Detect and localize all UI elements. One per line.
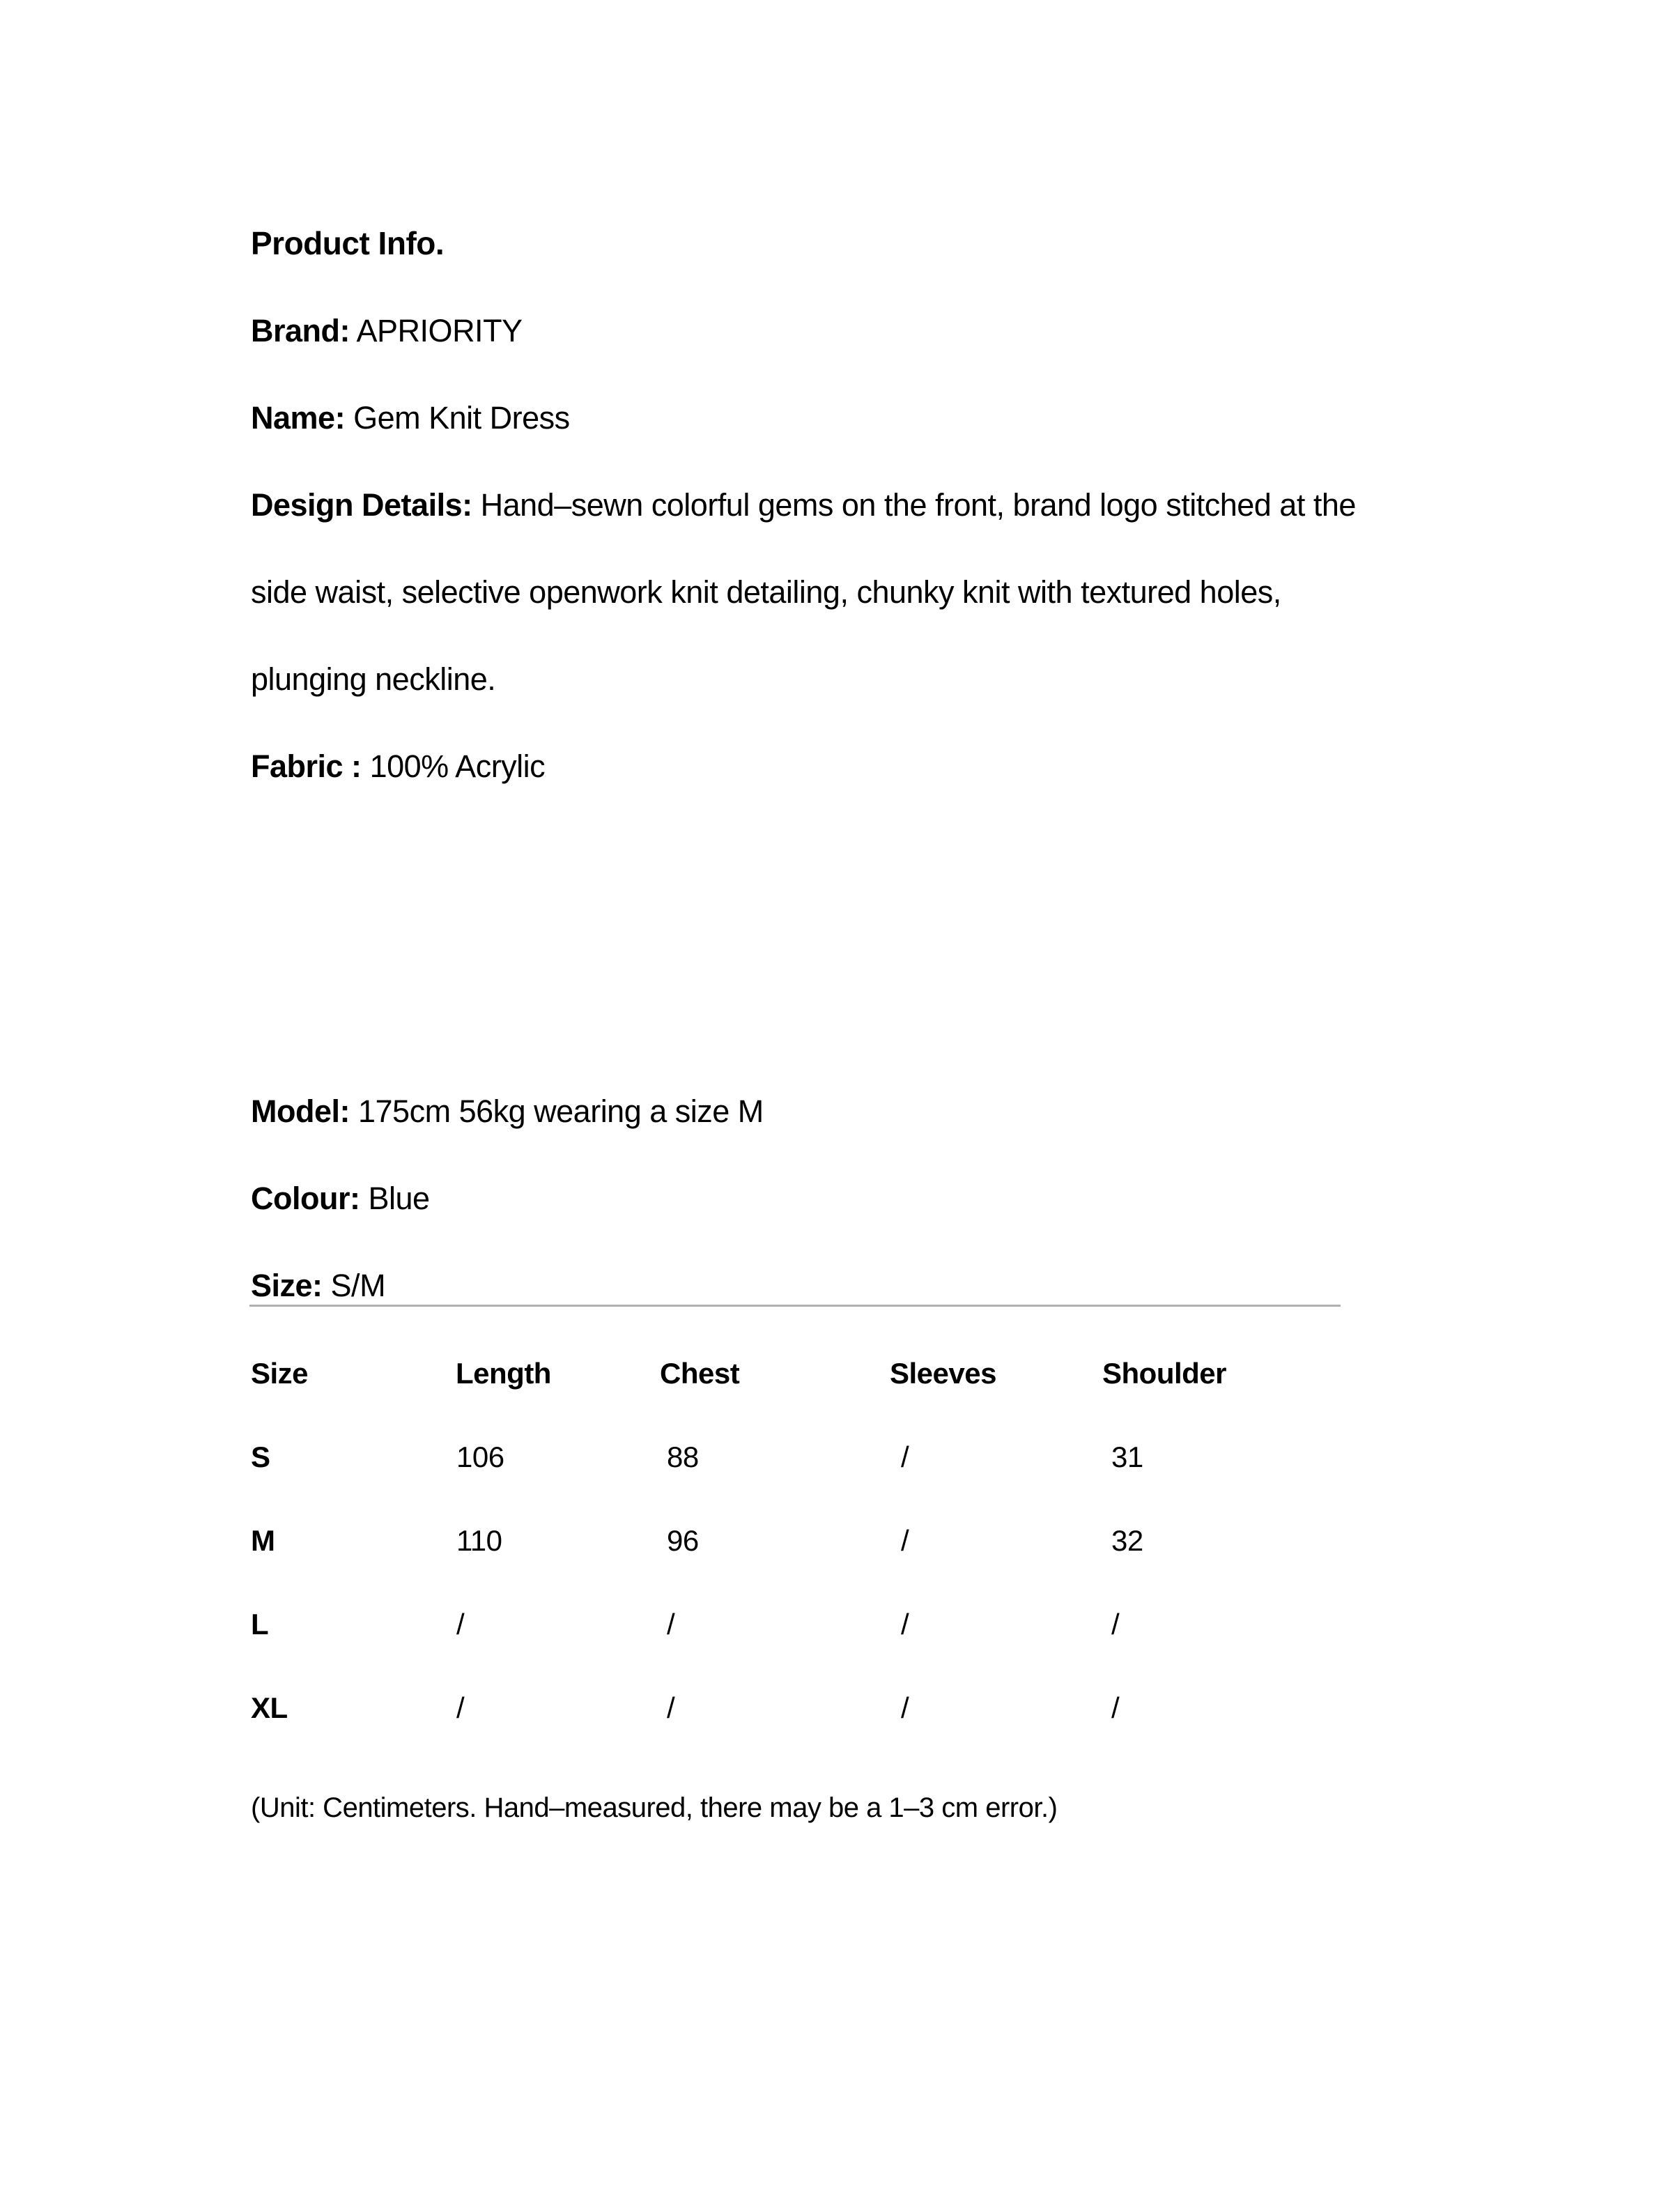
model-row [251,1093,764,1129]
fabric-row [251,748,546,784]
table-header-length: Length [456,1357,551,1390]
row-m-sleeves: / [901,1524,909,1557]
table-row-l [251,1610,1407,1652]
row-xl-sleeves: / [901,1691,909,1724]
name-row [251,400,570,436]
table-row-xl [251,1693,1407,1735]
model-label: Model: [251,1093,350,1129]
model-value: 175cm 56kg wearing a size M [358,1093,764,1129]
size-label: Size: [251,1268,323,1303]
design-details-text-1: Hand–sewn colorful gems on the front, brand logo stitched at the [480,487,1356,523]
colour-value: Blue [368,1181,430,1216]
brand-label: Brand: [251,313,350,348]
page-title: Product Info. [251,225,445,261]
design-details-line-2 [251,576,1281,608]
table-header-size: Size [251,1357,309,1390]
colour-row [251,1183,430,1214]
table-header-chest: Chest [660,1357,740,1390]
divider [249,1305,1341,1307]
row-xl-chest: / [667,1691,675,1724]
row-s-size: S [251,1441,270,1473]
row-xl-length: / [456,1691,465,1724]
design-details-label: Design Details: [251,487,472,523]
fabric-value: 100% Acrylic [369,748,546,784]
unit-note: (Unit: Centimeters. Hand–measured, there may be a 1–3 cm error.) [251,1792,1058,1823]
row-s-length: 106 [456,1441,504,1473]
table-row-s [251,1443,1407,1484]
design-details-line-3 [251,663,495,695]
size-value: S/M [330,1268,386,1303]
design-details-text-2: side waist, selective openwork knit detailing, chunky knit with textured holes, [251,574,1281,610]
brand-value: APRIORITY [356,313,523,348]
row-l-size: L [251,1608,269,1641]
size-table-header [251,1359,1407,1401]
row-l-sleeves: / [901,1608,909,1641]
row-m-chest: 96 [667,1524,699,1557]
row-s-shoulder: 31 [1111,1441,1143,1473]
brand-row [251,315,523,346]
name-label: Name: [251,400,346,436]
row-l-chest: / [667,1608,675,1641]
row-l-length: / [456,1608,465,1641]
design-details-line-1 [251,489,1356,521]
fabric-label: Fabric : [251,748,362,784]
name-value: Gem Knit Dress [353,400,570,436]
row-s-chest: 88 [667,1441,699,1473]
row-m-length: 110 [456,1524,502,1557]
row-l-shoulder: / [1111,1608,1120,1641]
design-details-text-3: plunging neckline. [251,661,496,697]
row-xl-shoulder: / [1111,1691,1120,1724]
table-row-m [251,1526,1407,1568]
size-row [251,1270,385,1301]
row-m-size: M [251,1524,275,1557]
row-s-sleeves: / [901,1441,909,1473]
table-header-sleeves: Sleeves [890,1357,996,1390]
row-xl-size: XL [251,1691,288,1724]
row-m-shoulder: 32 [1111,1524,1143,1557]
table-header-shoulder: Shoulder [1102,1357,1227,1390]
colour-label: Colour: [251,1181,360,1216]
